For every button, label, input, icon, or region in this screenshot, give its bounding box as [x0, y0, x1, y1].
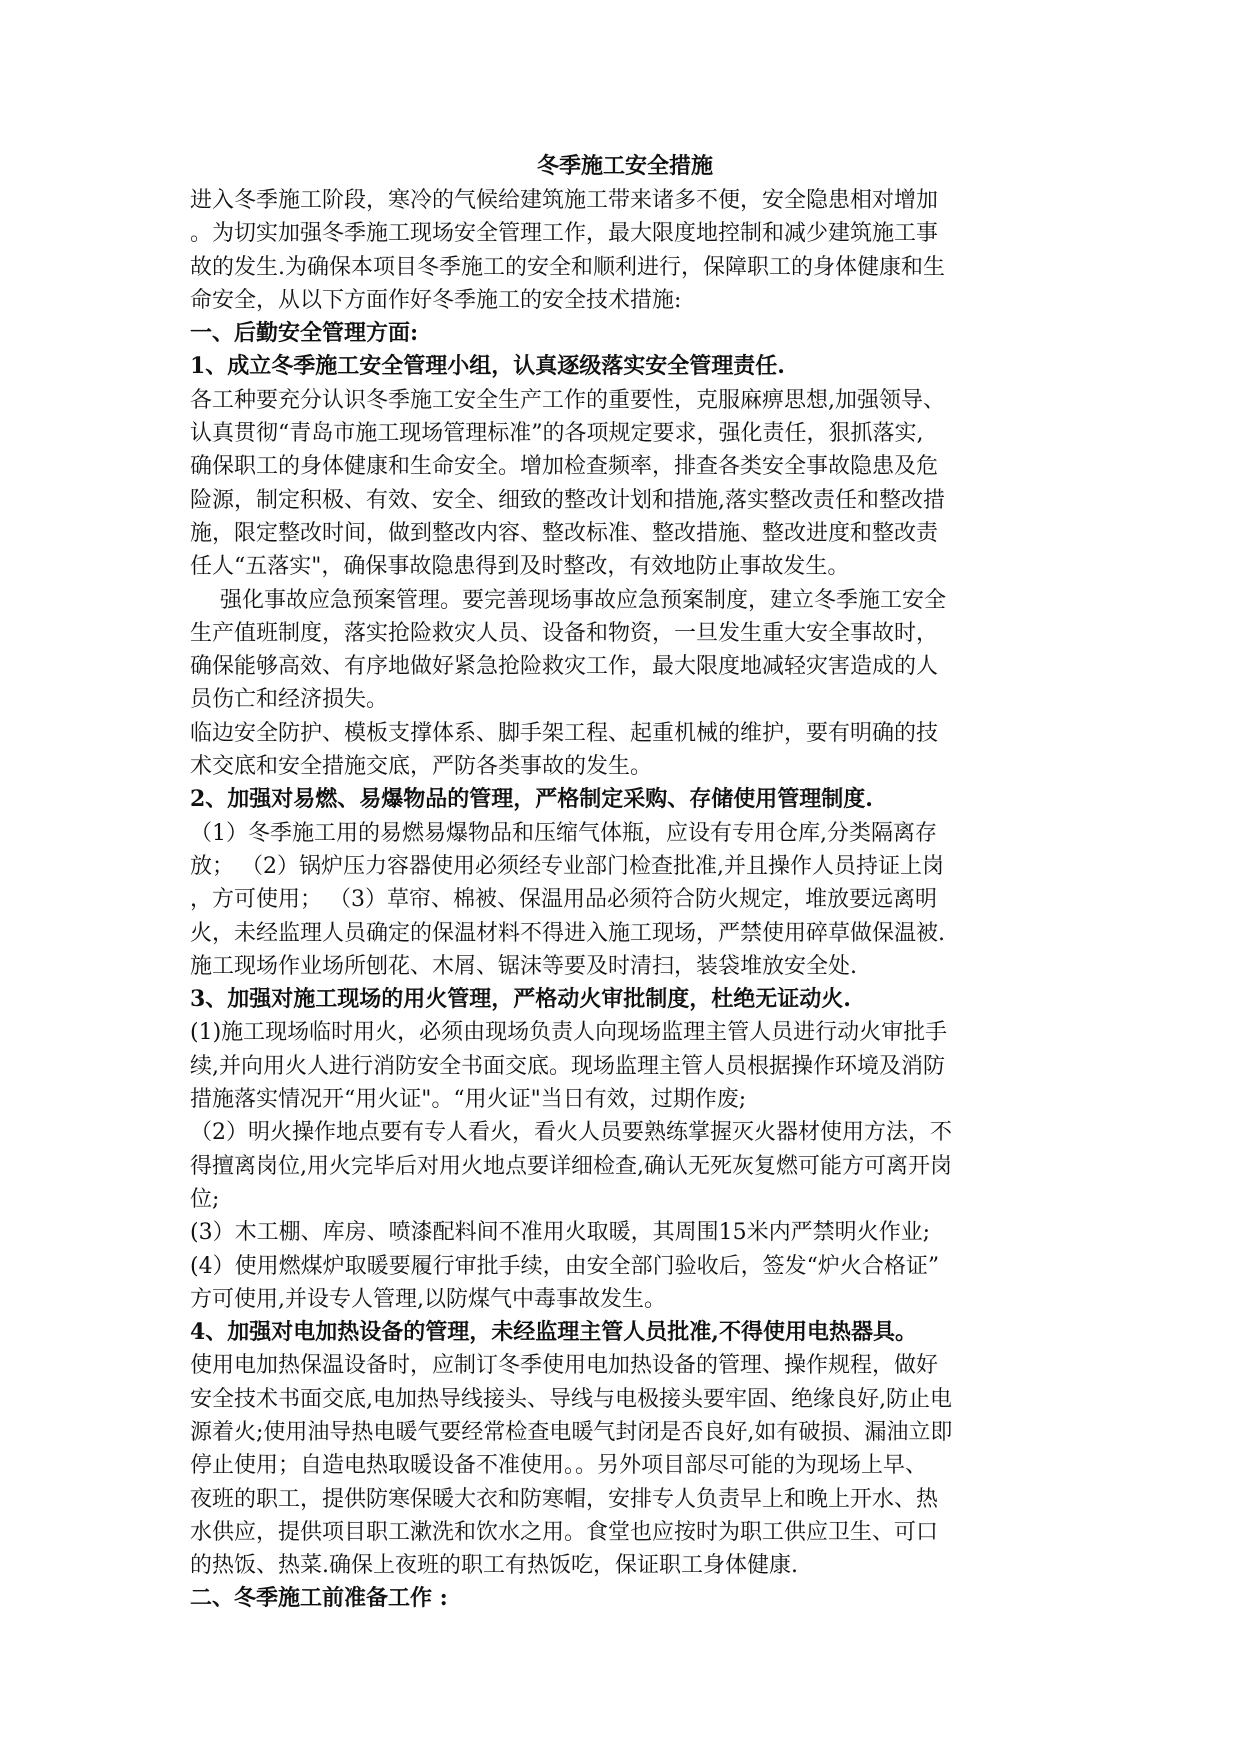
body-text-line: 命安全，从以下方面作好冬季施工的安全技术措施:	[190, 287, 682, 313]
body-text-line: 任人“五落实"，确保事故隐患得到及时整改，有效地防止事故发生。	[190, 554, 850, 580]
section-heading: 2、加强对易燃、易爆物品的管理，严格制定采购、存储使用管理制度.	[190, 786, 873, 813]
body-text-line: (3）木工棚、库房、喷漆配料间不准用火取暖，其周围15米内严禁明火作业;	[190, 1220, 930, 1246]
body-text-line: 认真贯彻“青岛市施工现场管理标准”的各项规定要求，强化责任，狠抓落实,	[190, 421, 924, 447]
section-heading: 二、冬季施工前准备工作 :	[190, 1585, 448, 1612]
section-heading: 4、加强对电加热设备的管理，未经监理主管人员批准,不得使用电热器具。	[190, 1319, 917, 1346]
body-text-line: 方可使用,并设专人管理,以防煤气中毒事故发生。	[190, 1286, 666, 1312]
body-text-line: 确保职工的身体健康和生命安全。增加检查频率，排查各类安全事故隐患及危	[190, 454, 939, 480]
body-text-line: (4）使用燃煤炉取暖要履行审批手续，由安全部门验收后，签发“炉火合格证”	[190, 1253, 940, 1279]
body-text-line: 强化事故应急预案管理。要完善现场事故应急预案制度，建立冬季施工安全	[220, 587, 947, 613]
body-text-line: 施，限定整改时间，做到整改内容、整改标准、整改措施、整改进度和整改责	[190, 520, 939, 546]
body-text-line: 进入冬季施工阶段，寒冷的气候给建筑施工带来诸多不便，安全隐患相对增加	[190, 188, 939, 213]
section-heading: 3、加强对施工现场的用火管理，严格动火审批制度，杜绝无证动火.	[190, 986, 851, 1013]
body-text-line: 火，未经监理人员确定的保温材料不得进入施工现场，严禁使用碎草做保温被.	[190, 920, 945, 946]
body-text-line: 停止使用；自造电热取暖设备不准使用。。另外项目部尽可能的为现场上早、	[190, 1453, 928, 1479]
body-text-line: 各工种要充分认识冬季施工安全生产工作的重要性，克服麻痹思想,加强领导、	[190, 387, 945, 413]
body-text-line: 措施落实情况开“用火证"。“用火证"当日有效，过期作废;	[190, 1087, 747, 1113]
body-text-line: 施工现场作业场所刨花、木屑、锯沫等要及时清扫，装袋堆放安全处.	[190, 953, 857, 979]
body-text-line: 安全技术书面交底,电加热导线接头、导线与电极接头要牢固、绝缘良好,防止电	[190, 1386, 952, 1412]
section-heading: 1、成立冬季施工安全管理小组，认真逐级落实安全管理责任.	[190, 353, 785, 380]
body-text-line: 确保能够高效、有序地做好紧急抢险救灾工作，最大限度地减轻灾害造成的人	[190, 654, 939, 680]
body-text-line: 水供应，提供项目职工漱洗和饮水之用。食堂也应按时为职工供应卫生、可口	[190, 1519, 939, 1545]
body-text-line: 员伤亡和经济损失。	[190, 687, 389, 713]
body-text-line: 得擅离岗位,用火完毕后对用火地点要详细检查,确认无死灰复燃可能方可离开岗	[190, 1153, 952, 1179]
body-text-line: （2）明火操作地点要有专人看火，看火人员要熟练掌握灭火器材使用方法，不	[190, 1120, 952, 1146]
document-title: 冬季施工安全措施	[536, 153, 713, 179]
body-text-line: 的热饭、热菜.确保上夜班的职工有热饭吃，保证职工身体健康.	[190, 1553, 798, 1579]
body-text-line: 使用电加热保温设备时，应制订冬季使用电加热设备的管理、操作规程，做好	[190, 1353, 939, 1379]
body-text-line: 险源，制定积极、有效、安全、细致的整改计划和措施,落实整改责任和整改措	[190, 487, 945, 513]
body-text-line: 源着火;使用油导热电暖气要经常检查电暖气封闭是否良好,如有破损、漏油立即	[190, 1419, 953, 1445]
body-text-line: 临边安全防护、模板支撑体系、脚手架工程、起重机械的维护，要有明确的技	[190, 720, 939, 746]
document-body	[190, 184, 1060, 1616]
body-text-line: 夜班的职工，提供防寒保暖大衣和防寒帽，安排专人负责早上和晚上开水、热	[190, 1486, 939, 1512]
body-text-line: 位;	[190, 1186, 220, 1212]
document-page	[190, 148, 1060, 1616]
body-text-line: ，方可使用； （3）草帘、棉被、保温用品必须符合防火规定，堆放要远离明	[190, 887, 937, 913]
body-text-line: 术交底和安全措施交底，严防各类事故的发生。	[190, 754, 653, 780]
body-text-line: （1）冬季施工用的易燃易爆物品和压缩气体瓶，应设有专用仓库,分类隔离存	[190, 820, 937, 846]
body-text-line: 放； （2）锅炉压力容器使用必须经专业部门检查批准,并且操作人员持证上岗	[190, 853, 944, 879]
section-heading: 一、后勤安全管理方面:	[190, 320, 419, 347]
body-text-line: 故的发生.为确保本项目冬季施工的安全和顺利进行，保障职工的身体健康和生	[190, 254, 945, 280]
body-text-line: 生产值班制度，落实抢险救灾人员、设备和物资，一旦发生重大安全事故时，	[190, 620, 939, 646]
body-text-line: 。为切实加强冬季施工现场安全管理工作，最大限度地控制和减少建筑施工事	[190, 221, 939, 247]
body-text-line: 续,并向用火人进行消防安全书面交底。现场监理主管人员根据操作环境及消防	[190, 1053, 945, 1079]
body-text-line: (1)施工现场临时用火，必须由现场负责人向现场监理主管人员进行动火审批手	[190, 1020, 948, 1046]
